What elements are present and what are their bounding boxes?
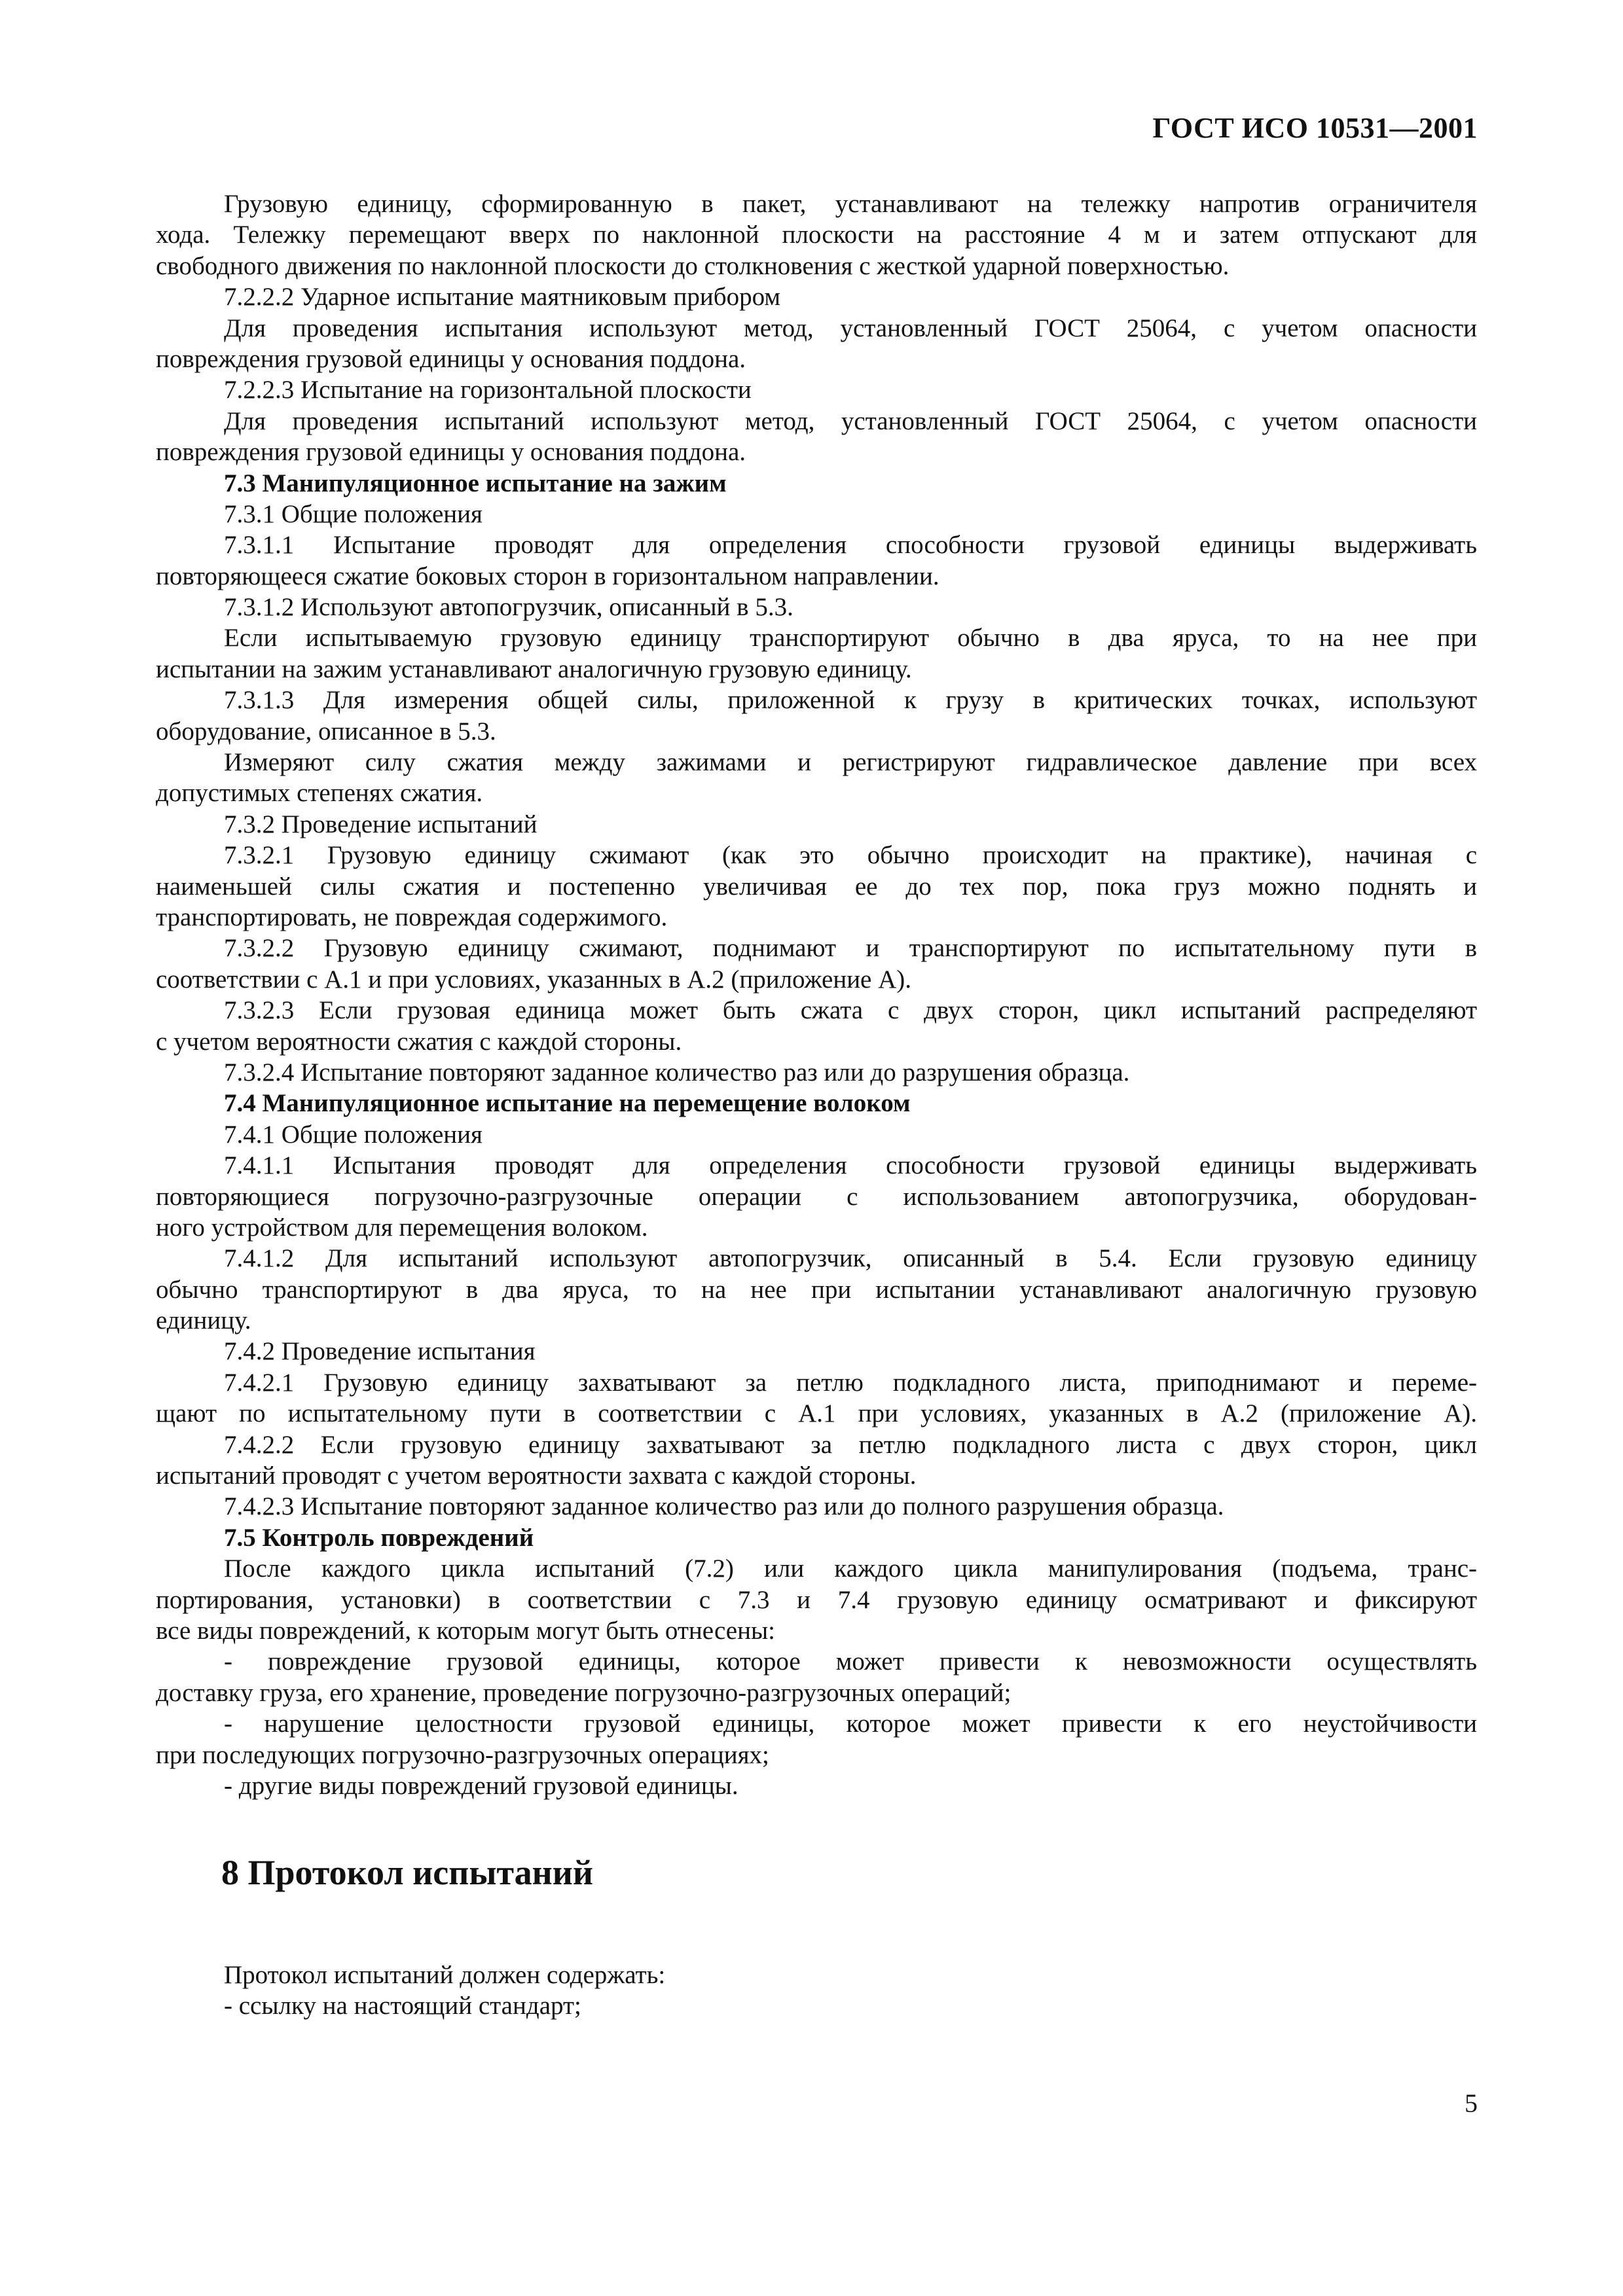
text-line: испытании на зажим устанавливают аналогичную грузовую единицу.	[156, 655, 912, 683]
text-line: 7.3.2.4 Испытание повторяют заданное количество раз или до разрушения образца.	[224, 1058, 1130, 1086]
text-line: допустимых степенях сжатия.	[156, 779, 483, 808]
text-line: транспортировать, не повреждая содержимого.	[156, 903, 668, 931]
text-line: портирования, установки) в соответствии с 7.3 и 7.4 грузовую единицу осматривают и фиксируют	[156, 1585, 1477, 1614]
text-line: 7.3.1 Общие положения	[224, 499, 483, 528]
text-line: 7.3.2.1 Грузовую единицу сжимают (как это обычно происходит на практике), начиная с	[224, 841, 1477, 870]
text-line: повторяющееся сжатие боковых сторон в горизонтальном направлении.	[156, 562, 939, 590]
text-line: После каждого цикла испытаний (7.2) или каждого цикла манипулирования (подъема, транс-	[224, 1554, 1477, 1583]
text-line: единицу.	[156, 1306, 251, 1335]
text-line: Грузовую единицу, сформированную в пакет, устанавливают на тележку напротив ограничителя	[224, 190, 1477, 218]
text-line: Если испытываемую грузовую единицу транспортируют обычно в два яруса, то на нее при	[224, 624, 1477, 653]
protocol-body	[156, 1960, 1477, 2022]
text-line: 7.2.2.2 Ударное испытание маятниковым прибором	[224, 283, 781, 312]
text-line: повторяющиеся погрузочно-разгрузочные операции с использованием автопогрузчика, оборудован-	[156, 1182, 1477, 1211]
text-line: 7.4.1.1 Испытания проводят для определения способности грузовой единицы выдерживать	[224, 1151, 1477, 1180]
text-line: - повреждение грузовой единицы, которое может привести к невозможности осуществлять	[224, 1647, 1477, 1676]
text-line: 7.3 Манипуляционное испытание на зажим	[224, 469, 727, 497]
text-line: при последующих погрузочно-разгрузочных операциях;	[156, 1740, 769, 1769]
text-line: 7.3.1.3 Для измерения общей силы, приложенной к грузу в критических точках, используют	[224, 686, 1477, 715]
standard-code-header: ГОСТ ИСО 10531—2001	[1152, 112, 1478, 144]
text-line: 7.5 Контроль повреждений	[224, 1523, 534, 1552]
text-line: Измеряют силу сжатия между зажимами и регистрируют гидравлическое давление при всех	[224, 748, 1477, 777]
text-line: обычно транспортируют в два яруса, то на нее при испытании устанавливают аналогичную грузовую	[156, 1275, 1477, 1304]
text-line: ного устройством для перемещения волоком.	[156, 1213, 648, 1242]
text-line: с учетом вероятности сжатия с каждой стороны.	[156, 1027, 682, 1056]
text-line: Для проведения испытания используют метод, установленный ГОСТ 25064, с учетом опасности	[224, 314, 1477, 342]
text-line: 7.4.2.2 Если грузовую единицу захватывают за петлю подкладного листа с двух сторон, цикл	[224, 1430, 1477, 1459]
text-line: 7.3.1.1 Испытание проводят для определения способности грузовой единицы выдерживать	[224, 531, 1477, 560]
text-line: оборудование, описанное в 5.3.	[156, 717, 496, 745]
text-line: все виды повреждений, к которым могут быть отнесены:	[156, 1616, 776, 1645]
text-line: 7.3.1.2 Используют автопогрузчик, описанный в 5.3.	[224, 593, 793, 622]
text-line: наименьшей силы сжатия и постепенно увеличивая ее до тех пор, пока груз можно поднять и	[156, 872, 1477, 901]
text-line: доставку груза, его хранение, проведение погрузочно-разгрузочных операций;	[156, 1678, 1012, 1707]
section-8-title: 8 Протокол испытаний	[221, 1853, 594, 1892]
document-body	[156, 188, 1477, 1801]
text-line: 7.4.2.3 Испытание повторяют заданное количество раз или до полного разрушения образца.	[224, 1492, 1224, 1521]
text-line: повреждения грузовой единицы у основания поддона.	[156, 344, 746, 373]
text-line: 7.4.1.2 Для испытаний используют автопогрузчик, описанный в 5.4. Если грузовую единицу	[224, 1244, 1477, 1273]
text-line: 7.4.2 Проведение испытания	[224, 1337, 536, 1366]
text-line: 7.3.2 Проведение испытаний	[224, 810, 538, 838]
text-line: соответствии с А.1 и при условиях, указанных в А.2 (приложение А).	[156, 965, 912, 994]
text-line: 7.4.1 Общие положения	[224, 1120, 483, 1149]
text-line: 7.3.2.3 Если грузовая единица может быть сжата с двух сторон, цикл испытаний распределяют	[224, 996, 1477, 1025]
page-number: 5	[1465, 2089, 1478, 2118]
text-line: хода. Тележку перемещают вверх по наклонной плоскости на расстояние 4 м и затем отпускают для	[156, 221, 1477, 249]
text-line: щают по испытательному пути в соответствии с А.1 при условиях, указанных в А.2 (приложение А).	[156, 1399, 1477, 1428]
text-line: 7.4 Манипуляционное испытание на перемещение волоком	[224, 1089, 911, 1118]
text-line: повреждения грузовой единицы у основания поддона.	[156, 438, 746, 467]
text-line: испытаний проводят с учетом вероятности захвата с каждой стороны.	[156, 1462, 917, 1490]
protocol-text-line: - ссылку на настоящий стандарт;	[224, 1992, 581, 2020]
text-line: 7.3.2.2 Грузовую единицу сжимают, поднимают и транспортируют по испытательному пути в	[224, 934, 1477, 963]
text-line: 7.2.2.3 Испытание на горизонтальной плоскости	[224, 376, 752, 404]
text-line: свободного движения по наклонной плоскости до столкновения с жесткой ударной поверхностью.	[156, 251, 1230, 280]
text-line: - нарушение целостности грузовой единицы, которое может привести к его неустойчивости	[224, 1710, 1477, 1738]
text-line: Для проведения испытаний используют метод, установленный ГОСТ 25064, с учетом опасности	[224, 406, 1477, 435]
text-line: 7.4.2.1 Грузовую единицу захватывают за петлю подкладного листа, приподнимают и переме-	[224, 1368, 1477, 1397]
text-line: - другие виды повреждений грузовой единицы.	[224, 1771, 739, 1800]
protocol-text-line: Протокол испытаний должен содержать:	[224, 1961, 666, 1989]
